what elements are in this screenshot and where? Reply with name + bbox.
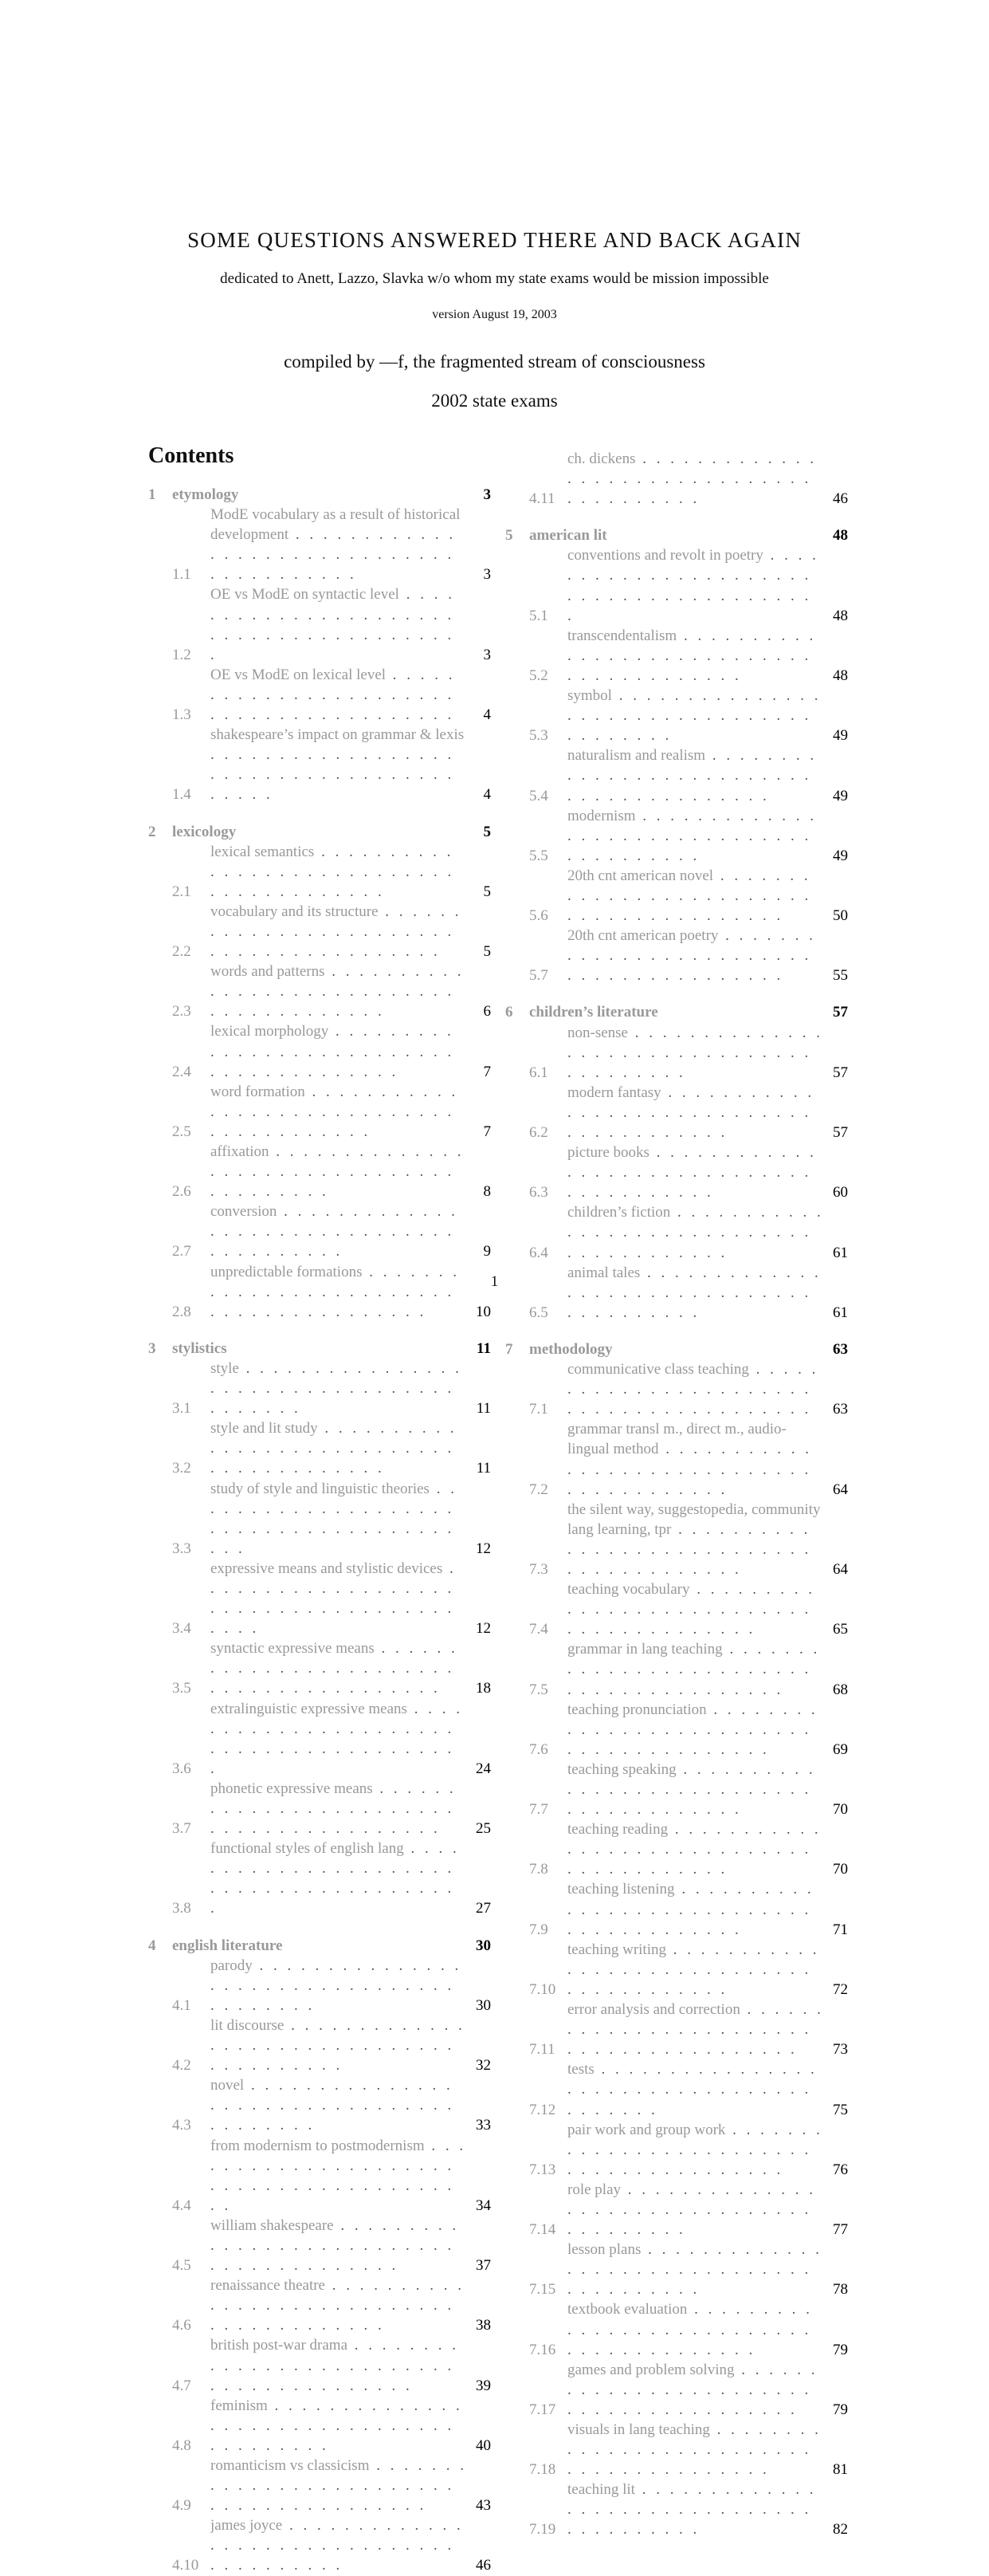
toc-column-right: [505, 449, 848, 2540]
entry-title: games and problem solving . . .: [567, 2360, 824, 2420]
entry-title: lexical morphology . . .: [210, 1021, 467, 1081]
toc-entry[interactable]: [148, 725, 491, 804]
entry-title: functional styles of english lang . . .: [210, 1839, 467, 1918]
toc-entry[interactable]: [505, 2120, 848, 2180]
entry-page: 77: [833, 2221, 848, 2239]
entry-number: 2.4: [172, 1063, 191, 1080]
toc-entry[interactable]: [505, 449, 848, 509]
toc-section-american-lit[interactable]: [505, 525, 848, 545]
entry-page: 32: [476, 2057, 491, 2075]
entry-number: 5.6: [529, 907, 548, 925]
entry-page: 63: [833, 1401, 848, 1418]
entry-title: tests . . .: [567, 2059, 824, 2119]
section-title: english literature: [172, 1937, 283, 1954]
entry-title: 20th cnt american poetry . . .: [567, 926, 824, 985]
toc-entry[interactable]: [505, 1023, 848, 1083]
entry-number: 1.2: [172, 646, 191, 663]
entry-page: 57: [833, 1124, 848, 1141]
entry-number: 6.2: [529, 1124, 548, 1141]
entry-page: 49: [833, 727, 848, 745]
entry-title: teaching pronunciation . . .: [567, 1700, 824, 1760]
section-number: 4: [148, 1937, 156, 1954]
toc-entry[interactable]: [148, 1021, 491, 1081]
entry-number: 3.5: [172, 1680, 191, 1697]
entry-number: 7.14: [529, 2221, 556, 2239]
entry-title: renaissance theatre . . .: [210, 2275, 467, 2335]
entry-number: 3.3: [172, 1540, 191, 1557]
toc-entry[interactable]: [505, 806, 848, 866]
entry-page: 81: [833, 2461, 848, 2479]
entry-page: 37: [476, 2257, 491, 2275]
entry-number: 1.1: [172, 566, 191, 584]
entry-title: james joyce . . .: [210, 2515, 467, 2575]
entry-page: 10: [476, 1303, 491, 1320]
toc-entry[interactable]: [505, 2420, 848, 2480]
entry-page: 48: [833, 607, 848, 624]
toc-entry[interactable]: [148, 2396, 491, 2456]
toc-entry[interactable]: [148, 2136, 491, 2216]
entry-number: 5.2: [529, 667, 548, 684]
entry-title: picture books . . .: [567, 1142, 824, 1202]
entry-number: 7.6: [529, 1740, 548, 1758]
toc-entry[interactable]: [505, 2360, 848, 2420]
entry-number: 4.2: [172, 2057, 191, 2075]
entry-page: 57: [833, 1064, 848, 1081]
entry-title: conversion . . .: [210, 1201, 467, 1261]
toc-section-childrens-literature[interactable]: [505, 1002, 848, 1022]
entry-number: 4.4: [172, 2196, 191, 2214]
entry-title: style . . .: [210, 1359, 467, 1418]
entry-title: style and lit study . . .: [210, 1418, 467, 1478]
entry-title: non-sense . . .: [567, 1023, 824, 1083]
section-title: children’s literature: [529, 1004, 658, 1021]
toc-entry[interactable]: [148, 842, 491, 902]
entry-page: 38: [476, 2317, 491, 2334]
entry-page: 7: [483, 1063, 491, 1080]
entry-title: affixation . . .: [210, 1142, 467, 1201]
entry-page: 75: [833, 2101, 848, 2118]
entry-number: 1.4: [172, 786, 191, 804]
toc-entry[interactable]: [148, 2275, 491, 2335]
entry-title: 20th cnt american novel . . .: [567, 866, 824, 926]
entry-number: 5.1: [529, 607, 548, 624]
entry-title: lit discourse . . .: [210, 2016, 467, 2075]
toc-section-methodology[interactable]: [505, 1339, 848, 1359]
entry-title: novel . . .: [210, 2075, 467, 2135]
toc-entry[interactable]: [505, 1760, 848, 1819]
toc-entry[interactable]: [148, 1559, 491, 1638]
entry-number: 2.7: [172, 1243, 191, 1260]
entry-number: 3.6: [172, 1760, 191, 1777]
entry-number: 6.1: [529, 1064, 548, 1081]
section-page: 30: [476, 1937, 491, 1954]
section-page: 48: [833, 527, 848, 545]
entry-page: 40: [476, 2436, 491, 2454]
entry-title: OE vs ModE on syntactic level . . .: [210, 584, 467, 664]
entry-page: 64: [833, 1481, 848, 1498]
toc-entry[interactable]: [148, 1262, 491, 1322]
toc-entry[interactable]: [505, 2299, 848, 2359]
toc-entry[interactable]: [148, 1479, 491, 1559]
entry-title: words and patterns . . .: [210, 962, 467, 1021]
entry-number: 7.1: [529, 1401, 548, 1418]
entry-title: romanticism vs classicism . . .: [210, 2456, 467, 2515]
entry-number: 2.2: [172, 943, 191, 961]
section-page: 5: [483, 823, 491, 840]
entry-page: 46: [476, 2557, 491, 2574]
entry-title: teaching vocabulary . . .: [567, 1579, 824, 1639]
entry-title: role play . . .: [567, 2180, 824, 2240]
entry-page: 68: [833, 1681, 848, 1698]
entry-page: 78: [833, 2281, 848, 2299]
section-title: methodology: [529, 1340, 613, 1358]
section-page: 3: [483, 486, 491, 503]
entry-number: 3.7: [172, 1820, 191, 1838]
entry-title: conventions and revolt in poetry . . .: [567, 545, 824, 625]
entry-page: 30: [476, 1996, 491, 2014]
entry-number: 7.12: [529, 2101, 556, 2118]
entry-number: 7.15: [529, 2281, 556, 2299]
entry-title: teaching listening . . .: [567, 1879, 824, 1939]
entry-number: 7.8: [529, 1861, 548, 1878]
toc-entry[interactable]: [148, 1142, 491, 1201]
entry-title: william shakespeare . . .: [210, 2216, 467, 2275]
toc-entry[interactable]: [148, 505, 491, 584]
exams-subtitle: 2002 state exams: [431, 391, 558, 411]
entry-title: grammar in lang teaching . . .: [567, 1639, 824, 1699]
entry-number: 1.3: [172, 706, 191, 724]
entry-page: 34: [476, 2196, 491, 2214]
entry-title: lexical semantics . . .: [210, 842, 467, 902]
entry-page: 50: [833, 907, 848, 925]
entry-title: ModE vocabulary as a result of historical development . . .: [210, 505, 467, 584]
entry-page: 79: [833, 2401, 848, 2418]
toc-entry[interactable]: [505, 1639, 848, 1699]
entry-page: 8: [483, 1183, 491, 1201]
entry-title: teaching speaking . . .: [567, 1760, 824, 1819]
toc-entry[interactable]: [505, 2059, 848, 2119]
toc-entry[interactable]: [505, 545, 848, 625]
entry-title: word formation . . .: [210, 1082, 467, 1142]
entry-title: visuals in lang teaching . . .: [567, 2420, 824, 2480]
toc-entry[interactable]: [148, 2016, 491, 2075]
entry-page: 76: [833, 2161, 848, 2178]
toc-entry[interactable]: [505, 1879, 848, 1939]
toc-entry[interactable]: [148, 902, 491, 962]
entry-page: 27: [476, 1900, 491, 1917]
entry-page: 18: [476, 1680, 491, 1697]
entry-title: transcendentalism . . .: [567, 626, 824, 686]
entry-page: 3: [483, 646, 491, 663]
toc-entry[interactable]: [505, 686, 848, 745]
section-title: stylistics: [172, 1339, 227, 1357]
entry-number: 7.19: [529, 2521, 556, 2539]
entry-page: 55: [833, 967, 848, 985]
entry-number: 5.5: [529, 847, 548, 864]
entry-number: 2.5: [172, 1123, 191, 1140]
entry-page: 82: [833, 2521, 848, 2539]
entry-number: 6.5: [529, 1304, 548, 1321]
entry-number: 7.5: [529, 1681, 548, 1698]
entry-page: 70: [833, 1861, 848, 1878]
entry-number: 4.11: [529, 490, 555, 508]
toc-entry[interactable]: [505, 1263, 848, 1323]
entry-page: 39: [476, 2377, 491, 2394]
toc-entry[interactable]: [505, 1940, 848, 2000]
entry-title: study of style and linguistic theories . . .: [210, 1479, 467, 1559]
entry-number: 7.18: [529, 2461, 556, 2479]
contents-heading: Contents: [148, 443, 234, 468]
toc-entry[interactable]: [505, 2480, 848, 2539]
entry-number: 7.3: [529, 1560, 548, 1578]
toc-entry[interactable]: [148, 1699, 491, 1779]
toc-entry[interactable]: [505, 1500, 848, 1579]
toc-entry[interactable]: [148, 2075, 491, 2135]
entry-number: 7.7: [529, 1801, 548, 1819]
document-title: SOME QUESTIONS ANSWERED THERE AND BACK AGAIN: [187, 228, 802, 252]
entry-number: 2.6: [172, 1183, 191, 1201]
entry-title: symbol . . .: [567, 686, 824, 745]
entry-page: 61: [833, 1244, 848, 1261]
entry-page: 71: [833, 1921, 848, 1938]
section-number: 7: [505, 1340, 513, 1358]
entry-page: 3: [483, 566, 491, 584]
toc-entry[interactable]: [505, 626, 848, 686]
toc-section-stylistics[interactable]: [148, 1339, 491, 1359]
entry-page: 25: [476, 1820, 491, 1838]
compiled-by: compiled by —f, the fragmented stream of consciousness: [284, 352, 705, 372]
entry-page: 11: [476, 1400, 491, 1418]
entry-title: animal tales . . .: [567, 1263, 824, 1323]
entry-page: 65: [833, 1621, 848, 1638]
entry-page: 33: [476, 2117, 491, 2134]
entry-title: teaching writing . . .: [567, 1940, 824, 2000]
toc-entry[interactable]: [148, 1359, 491, 1418]
entry-title: vocabulary and its structure . . .: [210, 902, 467, 962]
entry-title: naturalism and realism . . .: [567, 745, 824, 805]
entry-title: teaching lit . . .: [567, 2480, 824, 2539]
toc-entry[interactable]: [505, 2000, 848, 2059]
entry-title: the silent way, suggestopedia, community lang learning, tpr . . .: [567, 1500, 824, 1579]
toc-entry[interactable]: [148, 2515, 491, 2575]
entry-number: 2.1: [172, 883, 191, 900]
entry-page: 24: [476, 1760, 491, 1777]
entry-number: 4.3: [172, 2117, 191, 2134]
entry-number: 4.1: [172, 1996, 191, 2014]
toc-entry[interactable]: [505, 1579, 848, 1639]
toc-entry[interactable]: [148, 1418, 491, 1478]
toc-entry[interactable]: [148, 2456, 491, 2515]
entry-page: 11: [476, 1460, 491, 1477]
entry-number: 2.3: [172, 1003, 191, 1021]
toc-entry[interactable]: [505, 2180, 848, 2240]
toc-section-etymology[interactable]: [148, 485, 491, 505]
toc-section-lexicology[interactable]: [148, 822, 491, 842]
entry-page: 46: [833, 490, 848, 508]
entry-number: 5.3: [529, 727, 548, 745]
toc-entry[interactable]: [148, 1638, 491, 1698]
entry-title: lesson plans . . .: [567, 2240, 824, 2299]
section-number: 3: [148, 1339, 156, 1357]
toc-entry[interactable]: [505, 1419, 848, 1499]
entry-number: 7.9: [529, 1921, 548, 1938]
entry-title: from modernism to postmodernism . . .: [210, 2136, 467, 2216]
entry-number: 6.3: [529, 1184, 548, 1201]
entry-page: 4: [483, 786, 491, 804]
entry-title: expressive means and stylistic devices . . .: [210, 1559, 467, 1638]
entry-number: 3.1: [172, 1400, 191, 1418]
entry-title: phonetic expressive means . . .: [210, 1779, 467, 1839]
entry-title: british post-war drama . . .: [210, 2335, 467, 2395]
entry-number: 7.13: [529, 2161, 556, 2178]
toc-entry[interactable]: [148, 1956, 491, 2016]
entry-page: 49: [833, 787, 848, 804]
toc-entry[interactable]: [505, 1819, 848, 1879]
toc-entry[interactable]: [148, 962, 491, 1021]
section-number: 6: [505, 1004, 513, 1021]
entry-number: 4.7: [172, 2377, 191, 2394]
entry-title: feminism . . .: [210, 2396, 467, 2456]
toc-entry[interactable]: [505, 1202, 848, 1262]
entry-page: 43: [476, 2497, 491, 2515]
entry-page: 5: [483, 943, 491, 961]
toc-entry[interactable]: [505, 1700, 848, 1760]
entry-page: 12: [476, 1540, 491, 1557]
entry-page: 9: [483, 1243, 491, 1260]
toc-entry[interactable]: [505, 2240, 848, 2299]
entry-page: 48: [833, 667, 848, 684]
entry-number: 3.4: [172, 1620, 191, 1638]
entry-title: OE vs ModE on lexical level . . .: [210, 665, 467, 725]
entry-number: 4.6: [172, 2317, 191, 2334]
entry-title: children’s fiction . . .: [567, 1202, 824, 1262]
toc-entry[interactable]: [505, 745, 848, 805]
entry-page: 70: [833, 1801, 848, 1819]
entry-page: 73: [833, 2041, 848, 2059]
section-title: etymology: [172, 486, 239, 503]
entry-title: grammar transl m., direct m., audio-lingual method . . .: [567, 1419, 824, 1499]
entry-page: 12: [476, 1620, 491, 1638]
entry-number: 7.2: [529, 1481, 548, 1498]
entry-page: 49: [833, 847, 848, 864]
toc-entry[interactable]: [148, 665, 491, 725]
entry-title: modern fantasy . . .: [567, 1083, 824, 1142]
entry-title: textbook evaluation . . .: [567, 2299, 824, 2359]
entry-number: 4.10: [172, 2557, 199, 2574]
toc-entry[interactable]: [148, 1839, 491, 1918]
entry-page: 69: [833, 1740, 848, 1758]
section-number: 1: [148, 486, 156, 503]
entry-title: error analysis and correction . . .: [567, 2000, 824, 2059]
page-number: 1: [490, 1273, 499, 1290]
toc-entry[interactable]: [505, 1083, 848, 1142]
section-page: 63: [833, 1340, 848, 1358]
entry-page: 64: [833, 1560, 848, 1578]
toc-entry[interactable]: [505, 1142, 848, 1202]
entry-page: 61: [833, 1304, 848, 1321]
toc-entry[interactable]: [505, 866, 848, 926]
entry-number: 4.8: [172, 2436, 191, 2454]
entry-page: 6: [483, 1003, 491, 1021]
dedication: dedicated to Anett, Lazzo, Slavka w/o whom my state exams would be mission impossible: [220, 270, 769, 287]
entry-number: 5.4: [529, 787, 548, 804]
toc-entry[interactable]: [505, 1359, 848, 1419]
entry-title: extralinguistic expressive means . . .: [210, 1699, 467, 1779]
entry-number: 7.10: [529, 1980, 556, 1998]
entry-number: 7.11: [529, 2041, 555, 2059]
entry-page: 60: [833, 1184, 848, 1201]
section-page: 57: [833, 1004, 848, 1021]
entry-number: 4.5: [172, 2257, 191, 2275]
entry-title: parody . . .: [210, 1956, 467, 2016]
entry-page: 7: [483, 1123, 491, 1140]
section-title: lexicology: [172, 823, 237, 840]
entry-title: unpredictable formations . . .: [210, 1262, 467, 1322]
entry-title: communicative class teaching . . .: [567, 1359, 824, 1419]
section-page: 11: [477, 1339, 491, 1357]
toc-entry[interactable]: [148, 584, 491, 664]
entry-page: 4: [483, 706, 491, 724]
entry-page: 72: [833, 1980, 848, 1998]
section-number: 5: [505, 527, 513, 545]
entry-number: 2.8: [172, 1303, 191, 1320]
entry-title: shakespeare’s impact on grammar & lexis . . .: [210, 725, 467, 804]
entry-number: 6.4: [529, 1244, 548, 1261]
entry-title: modernism . . .: [567, 806, 824, 866]
entry-number: 7.17: [529, 2401, 556, 2418]
section-number: 2: [148, 823, 156, 840]
entry-number: 7.4: [529, 1621, 548, 1638]
entry-number: 3.8: [172, 1900, 191, 1917]
entry-title: teaching reading . . .: [567, 1819, 824, 1879]
entry-title: ch. dickens . . .: [567, 449, 824, 509]
toc-entry[interactable]: [148, 2216, 491, 2275]
toc-entry[interactable]: [148, 1082, 491, 1142]
entry-number: 3.2: [172, 1460, 191, 1477]
entry-number: 5.7: [529, 967, 548, 985]
toc-entry[interactable]: [148, 1779, 491, 1839]
entry-number: 4.9: [172, 2497, 191, 2515]
toc-column-left: [148, 485, 491, 2576]
toc-entry[interactable]: [148, 2335, 491, 2395]
entry-title: pair work and group work . . .: [567, 2120, 824, 2180]
version-line: version August 19, 2003: [432, 308, 557, 321]
entry-number: 7.16: [529, 2341, 556, 2358]
toc-entry[interactable]: [505, 926, 848, 985]
entry-title: syntactic expressive means . . .: [210, 1638, 467, 1698]
toc-section-english-literature[interactable]: [148, 1936, 491, 1956]
entry-page: 5: [483, 883, 491, 900]
toc-entry[interactable]: [148, 1201, 491, 1261]
section-title: american lit: [529, 527, 607, 545]
entry-page: 79: [833, 2341, 848, 2358]
